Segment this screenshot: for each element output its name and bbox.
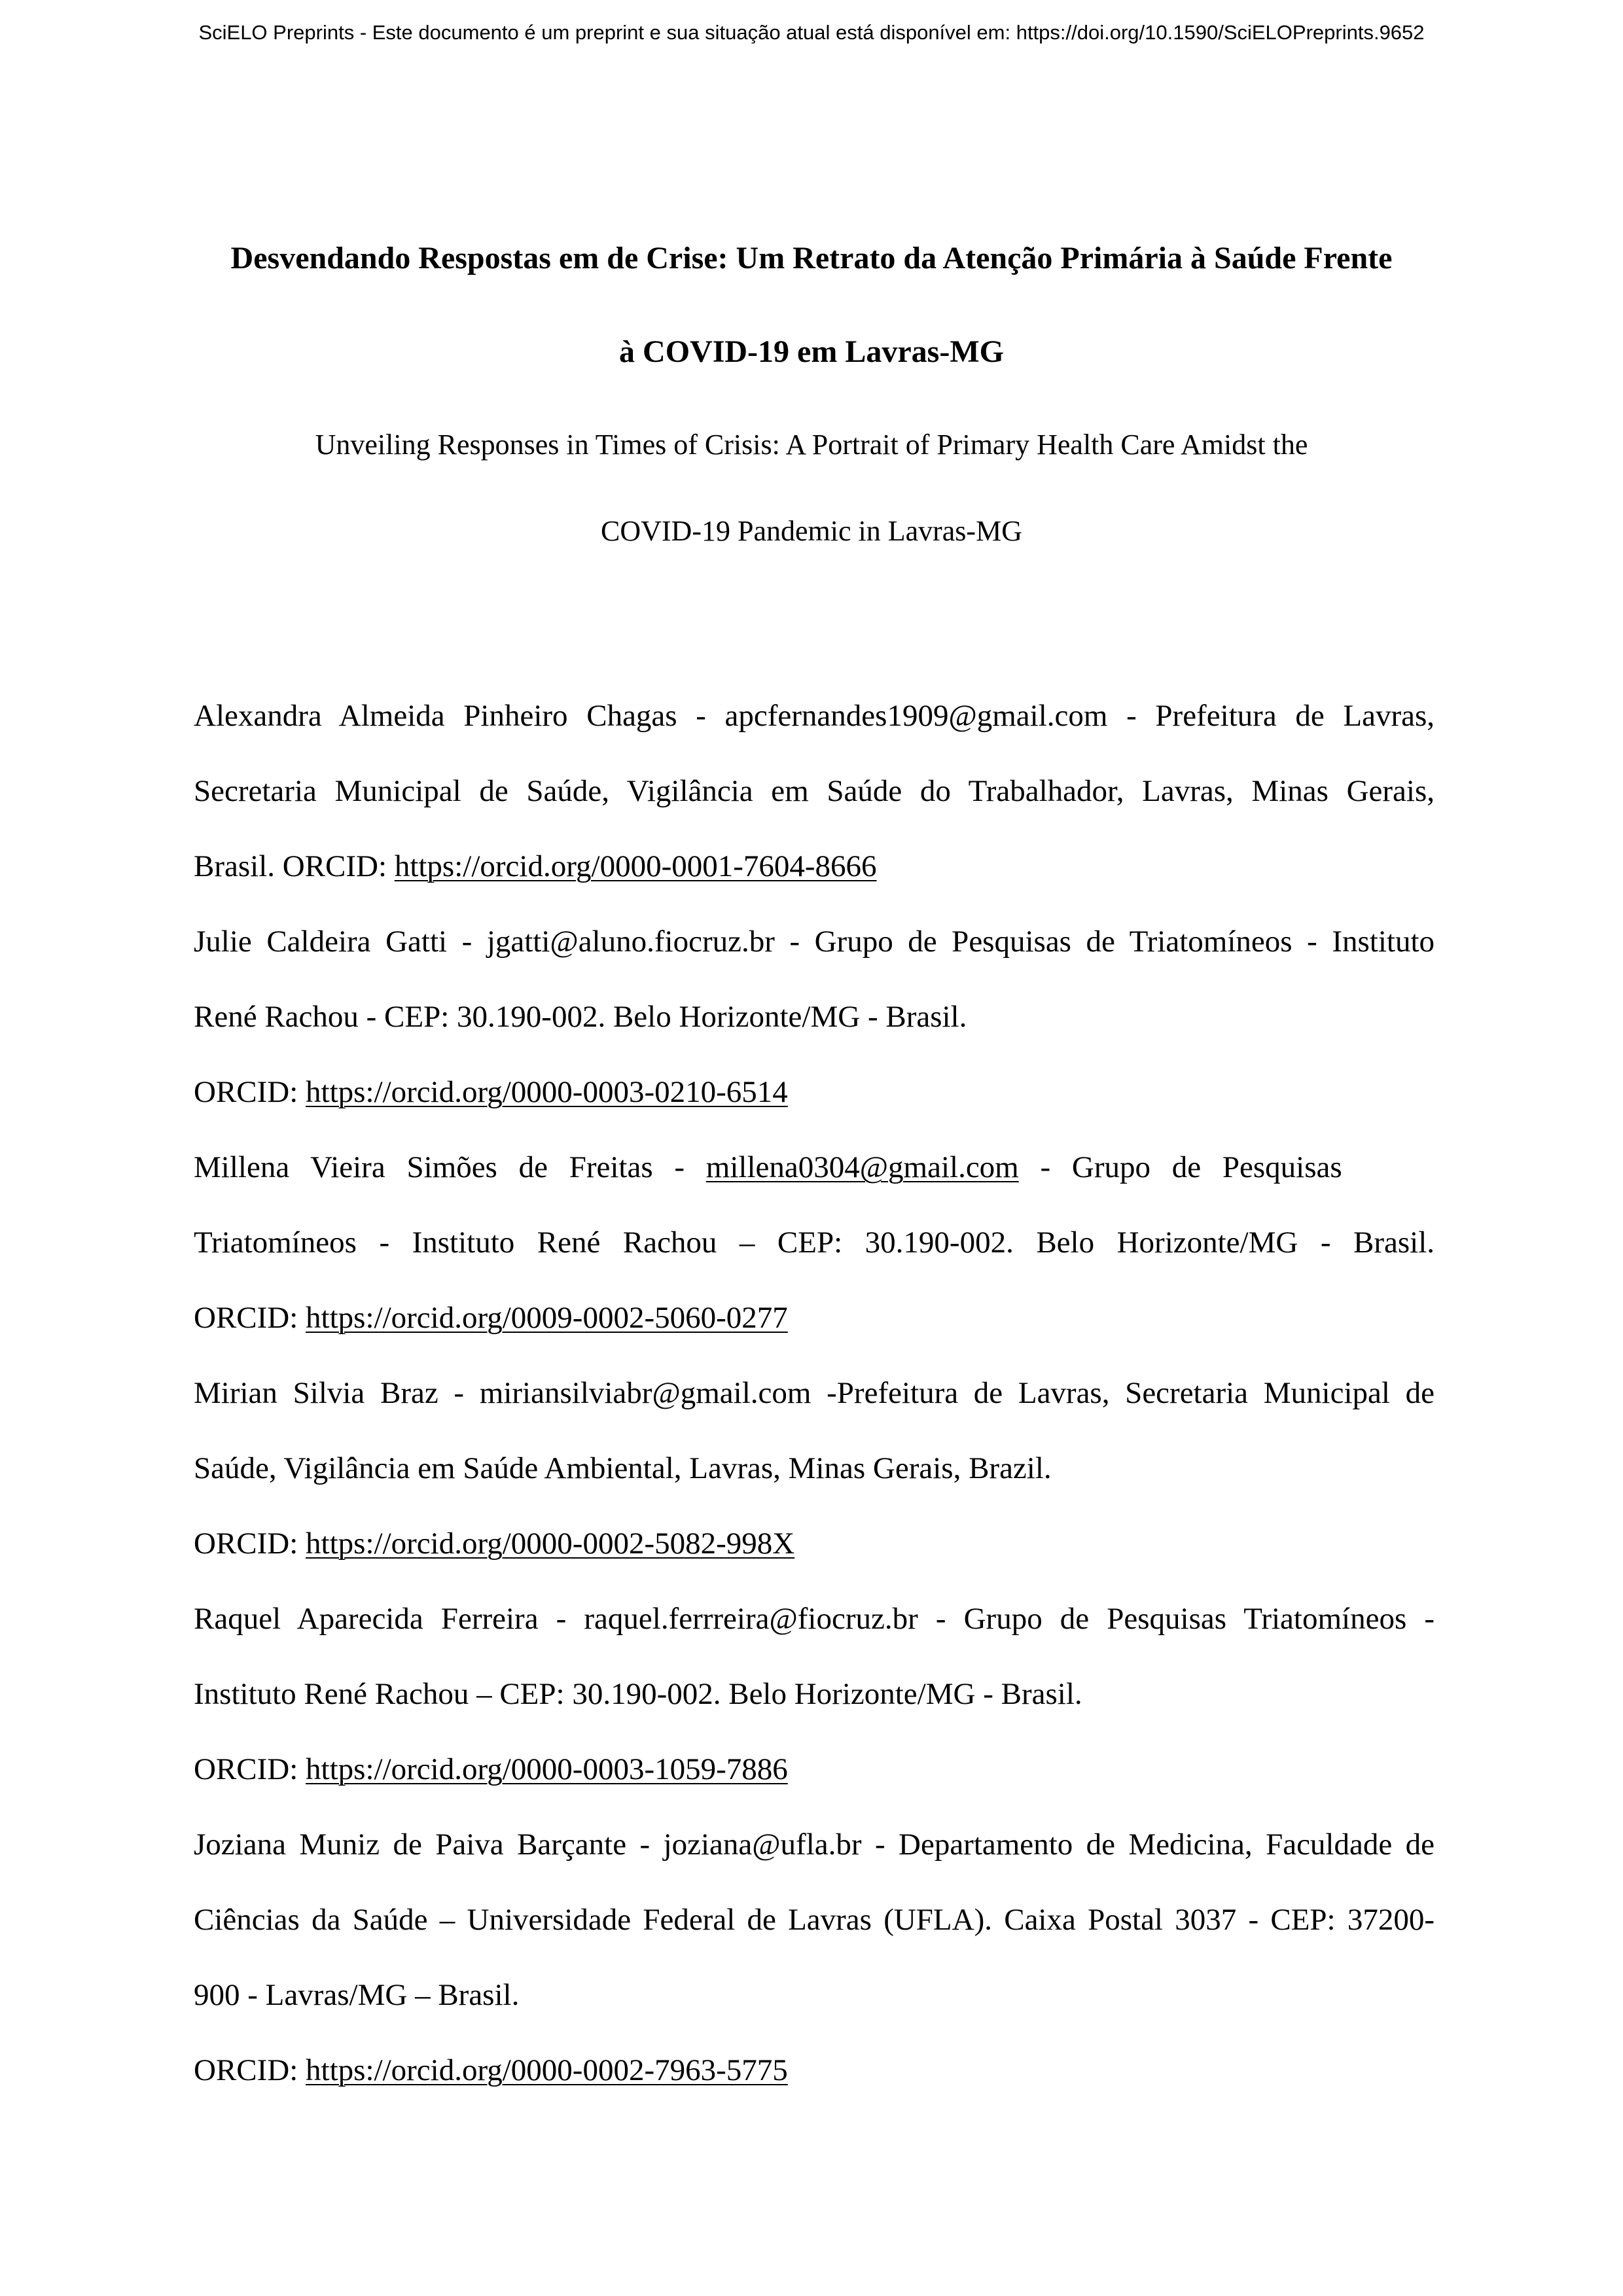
author-3-email-link[interactable]: millena0304@gmail.com — [705, 1150, 1019, 1184]
author-6-line-3: 900 - Lavras/MG – Brasil. — [194, 1978, 520, 2012]
author-4-line-1: Mirian Silvia Braz - miriansilviabr@gmail.com -Prefeitura de Lavras, Secretaria Municipal de — [194, 1376, 1435, 1410]
subtitle-line-2: COVID-19 Pandemic in Lavras-MG — [601, 515, 1022, 547]
author-5-orcid-link[interactable]: https://orcid.org/0000-0003-1059-7886 — [306, 1752, 788, 1786]
author-6-orcid-line — [194, 2052, 1435, 2089]
author-2-orcid-line — [194, 1074, 1435, 1110]
author-1-orcid-label: Brasil. ORCID: — [194, 849, 395, 883]
author-6-line-1: Joziana Muniz de Paiva Barçante - joziana@ufla.br - Departamento de Medicina, Faculdade de — [194, 1828, 1435, 1862]
author-1-orcid-link[interactable]: https://orcid.org/0000-0001-7604-8666 — [394, 849, 877, 883]
author-6-line-2: Ciências da Saúde – Universidade Federal de Lavras (UFLA). Caixa Postal 3037 - CEP: 37200- — [194, 1903, 1435, 1937]
title-line-1: Desvendando Respostas em de Crise: Um Retrato da Atenção Primária à Saúde Frente — [230, 241, 1393, 275]
preprint-banner: SciELO Preprints - Este documento é um preprint e sua situação atual está disponível em: https://doi.org/10.1590/SciELOPreprints.9652 — [198, 21, 1425, 44]
author-2-line-2: René Rachou - CEP: 30.190-002. Belo Horizonte/MG - Brasil. — [194, 1000, 967, 1034]
author-4-orcid-line — [194, 1525, 1435, 1562]
author-3-name: Millena Vieira Simões de Freitas - — [194, 1150, 706, 1184]
author-2-line-1: Julie Caldeira Gatti - jgatti@aluno.fiocruz.br - Grupo de Pesquisas de Triatomíneos - Instituto — [194, 925, 1435, 959]
author-4-orcid-label: ORCID: — [194, 1527, 306, 1561]
author-3-line-2: Triatomíneos - Instituto René Rachou – CEP: 30.190-002. Belo Horizonte/MG - Brasil. — [194, 1226, 1435, 1260]
author-5-orcid-line — [194, 1751, 1435, 1788]
author-5-orcid-label: ORCID: — [194, 1752, 306, 1786]
author-4-line-2: Saúde, Vigilância em Saúde Ambiental, Lavras, Minas Gerais, Brazil. — [194, 1451, 1052, 1485]
author-3-affiliation-start: - Grupo de Pesquisas — [1018, 1150, 1342, 1184]
subtitle-line-1: Unveiling Responses in Times of Crisis: A Portrait of Primary Health Care Amidst the — [315, 429, 1308, 461]
author-3-orcid-link[interactable]: https://orcid.org/0009-0002-5060-0277 — [306, 1301, 788, 1335]
author-6-orcid-link[interactable]: https://orcid.org/0000-0002-7963-5775 — [306, 2053, 788, 2087]
author-4-orcid-link[interactable]: https://orcid.org/0000-0002-5082-998X — [306, 1527, 795, 1561]
title-line-2: à COVID-19 em Lavras-MG — [619, 334, 1004, 369]
author-1-orcid-line — [194, 848, 1435, 885]
author-6-orcid-label: ORCID: — [194, 2053, 306, 2087]
author-3-orcid-line — [194, 1299, 1435, 1336]
author-5-line-2: Instituto René Rachou – CEP: 30.190-002. Belo Horizonte/MG - Brasil. — [194, 1677, 1082, 1711]
author-3-line-1 — [194, 1149, 1435, 1186]
author-5-line-1: Raquel Aparecida Ferreira - raquel.ferrreira@fiocruz.br - Grupo de Pesquisas Triatomíneos - — [194, 1602, 1435, 1636]
author-1-line-2: Secretaria Municipal de Saúde, Vigilância em Saúde do Trabalhador, Lavras, Minas Gerais, — [194, 774, 1435, 808]
author-1-line-1: Alexandra Almeida Pinheiro Chagas - apcfernandes1909@gmail.com - Prefeitura de Lavras, — [194, 699, 1435, 733]
author-2-orcid-label: ORCID: — [194, 1075, 306, 1109]
author-3-orcid-label: ORCID: — [194, 1301, 306, 1335]
author-2-orcid-link[interactable]: https://orcid.org/0000-0003-0210-6514 — [306, 1075, 788, 1109]
